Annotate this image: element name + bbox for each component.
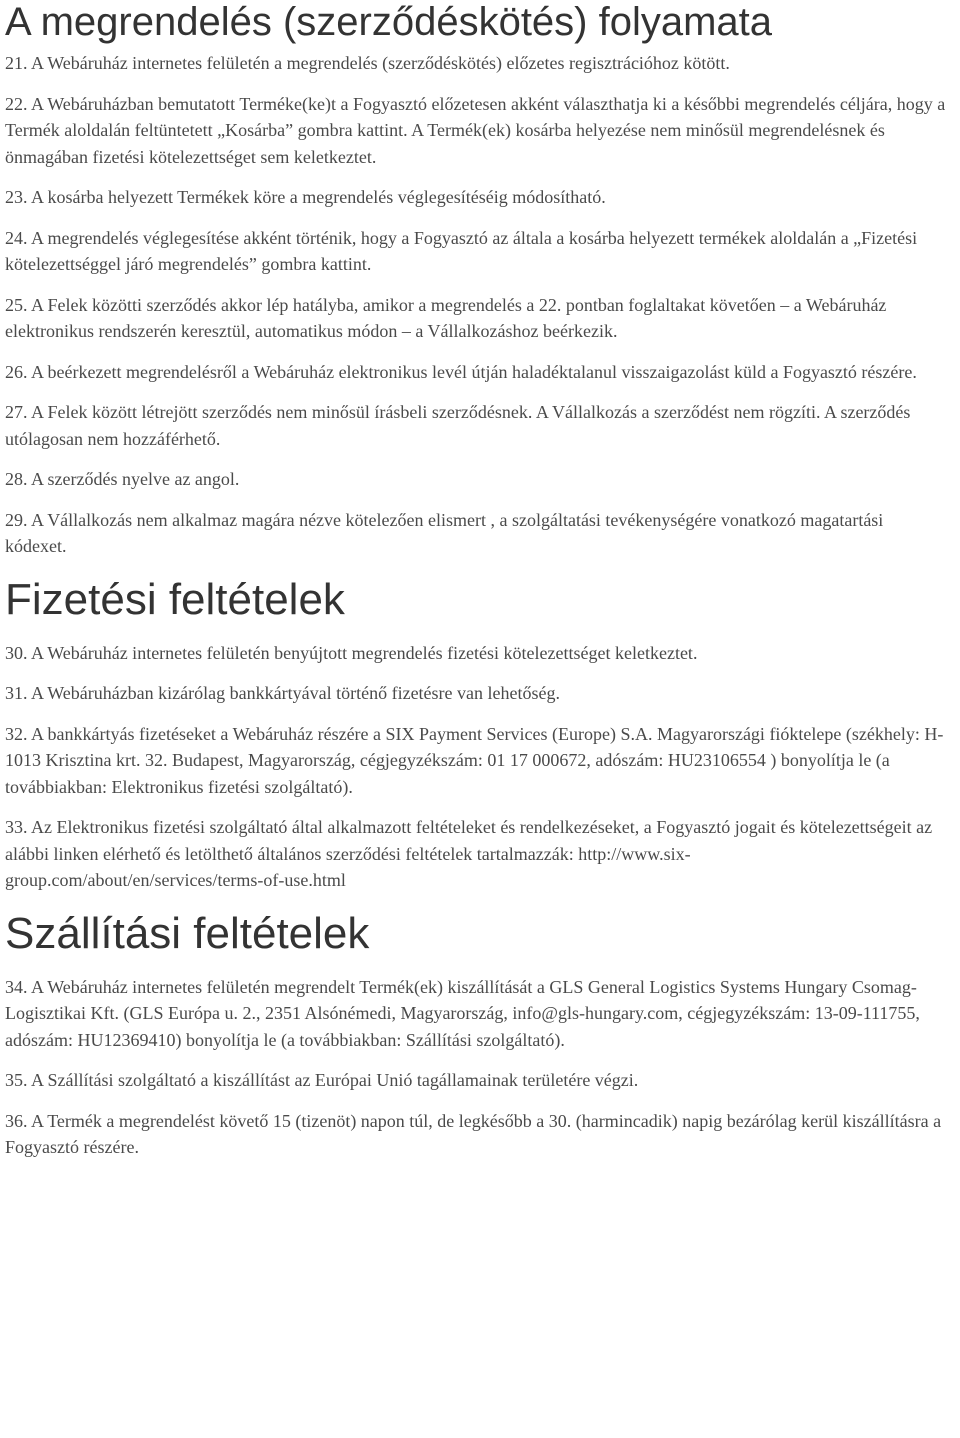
- paragraph-27: 27. A Felek között létrejött szerződés nem minősül írásbeli szerződésnek. A Vállalkozás a szerződést nem rögzíti. A szerződés utólagosan nem hozzáférhető.: [5, 402, 911, 449]
- paragraph-30: 30. A Webáruház internetes felületén benyújtott megrendelés fizetési kötelezettséget keletkeztet.: [5, 642, 698, 663]
- section-heading-shipping: Szállítási feltételek: [5, 908, 370, 958]
- paragraph-36: 36. A Termék a megrendelést követő 15 (tizenöt) napon túl, de legkésőbb a 30. (harmincadik) napig bezárólag kerül kiszállításra a Fogyasztó részére.: [5, 1110, 942, 1157]
- section-heading-ordering: A megrendelés (szerződéskötés) folyamata: [5, 0, 773, 44]
- paragraph-31: 31. A Webáruházban kizárólag bankkártyával történő fizetésre van lehetőség.: [5, 683, 560, 703]
- paragraph-29: 29. A Vállalkozás nem alkalmaz magára nézve kötelezően elismert , a szolgáltatási tevékenységére vonatkozó magatartási kódexet.: [5, 509, 884, 556]
- paragraph-28: 28. A szerződés nyelve az angol.: [5, 469, 240, 489]
- paragraph-21: 21. A Webáruház internetes felületén a megrendelés (szerződéskötés) előzetes regisztrációhoz kötött.: [5, 53, 730, 73]
- paragraph-23: 23. A kosárba helyezett Termékek köre a megrendelés véglegesítéséig módosítható.: [5, 187, 606, 207]
- paragraph-25: 25. A Felek közötti szerződés akkor lép hatályba, amikor a megrendelés a 22. pontban foglaltakat követően – a Webáruház elektronikus rendszerén keresztül, automatikus módon – a Vállalkozáshoz beérkezik.: [5, 294, 887, 341]
- paragraph-26: 26. A beérkezett megrendelésről a Webáruház elektronikus levél útján haladéktalanul visszaigazolást küld a Fogyasztó részére.: [5, 361, 917, 382]
- paragraph-33: 33. Az Elektronikus fizetési szolgáltató által alkalmazott feltételeket és rendelkezéseket, a Fogyasztó jogait és kötelezettségeit az alábbi linken elérhető és letölthető általános szerződési feltételek tartalmazzák: http://www.six-group.com/about/en/services/terms-of-use.html: [5, 817, 933, 890]
- paragraph-32: 32. A bankkártyás fizetéseket a Webáruház részére a SIX Payment Services (Europe) S.A. Magyarországi fióktelepe (székhely: H-1013 Krisztina krt. 32. Budapest, Magyarország, cégjegyzékszám: 01 17 000672, adószám: HU23106554 ) bonyolítja le (a továbbiakban: Elektronikus fizetési szolgáltató).: [5, 723, 944, 797]
- paragraph-24: 24. A megrendelés véglegesítése akként történik, hogy a Fogyasztó az általa a kosárba helyezett termékek aloldalán a „Fizetési kötelezettséggel járó megrendelés” gombra kattint.: [5, 227, 918, 274]
- paragraph-22: 22. A Webáruházban bemutatott Terméke(ke)t a Fogyasztó előzetesen akként választhatja ki a későbbi megrendelés céljára, hogy a Termék aloldalán feltüntetett „Kosárba” gombra kattint. A Termék(ek) kosárba helyezése nem minősül megrendelésnek és önmagában fizetési kötelezettséget sem keletkeztet.: [5, 93, 946, 167]
- paragraph-35: 35. A Szállítási szolgáltató a kiszállítást az Európai Unió tagállamainak területére végzi.: [5, 1070, 639, 1090]
- paragraph-34: 34. A Webáruház internetes felületén megrendelt Termék(ek) kiszállítását a GLS General Logistics Systems Hungary Csomag-Logisztikai Kft. (GLS Európa u. 2., 2351 Alsónémedi, Magyarország, info@gls-hungary.com, cégjegyzékszám: 13-09-111755, adószám: HU12369410) bonyolítja le (a továbbiakban: Szállítási szolgáltató).: [5, 976, 920, 1050]
- section-heading-payment: Fizetési feltételek: [5, 574, 345, 624]
